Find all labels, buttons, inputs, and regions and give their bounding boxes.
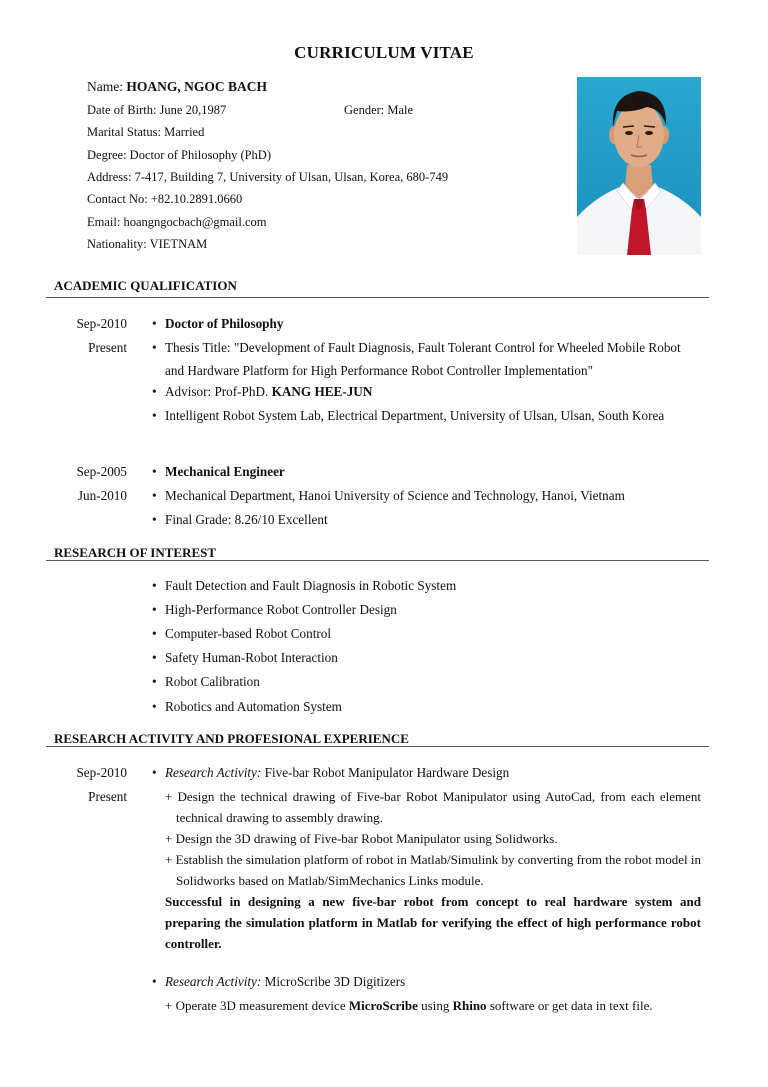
activity-1-line-3 <box>165 849 701 891</box>
academic-1-thesis: Thesis Title: "Development of Fault Diagnosis, Fault Tolerant Control for Wheeled Mobile Robot and Hardware Platform for High Performance Robot Controller Implementation" <box>165 340 681 378</box>
list-item <box>152 484 702 507</box>
list-item <box>152 598 702 621</box>
academic-2-date-from: Sep-2005 <box>76 464 127 479</box>
interest-item: Safety Human-Robot Interaction <box>165 650 338 665</box>
interest-item: Robot Calibration <box>165 674 260 689</box>
activity-1-line-2: + Design the 3D drawing of Five-bar Robot Manipulator using Solidworks. <box>165 831 558 846</box>
section-divider <box>46 560 709 561</box>
bullet-icon: • <box>152 765 157 780</box>
gender: Gender: Male <box>344 103 414 117</box>
document-title: CURRICULUM VITAE <box>294 43 474 62</box>
activity-2-line-1 <box>165 995 701 1016</box>
bullet-icon: • <box>152 512 157 527</box>
academic-1-lab: Intelligent Robot System Lab, Electrical Department, University of Ulsan, Ulsan, South Korea <box>165 408 665 423</box>
bullet-icon: • <box>152 974 157 989</box>
academic-1-date-from: Sep-2010 <box>76 316 127 331</box>
activity-1-line-3-text: + Establish the simulation platform of robot in Matlab/Simulink by converting from the robot model in Solidworks based on Matlab/SimMechanics Links module. <box>165 852 701 888</box>
activity-label: Research Activity: <box>165 765 262 780</box>
interest-item: Computer-based Robot Control <box>165 626 332 641</box>
bullet-icon: • <box>152 488 157 503</box>
activity-label: Research Activity: <box>165 974 262 989</box>
bullet-icon: • <box>152 384 157 399</box>
academic-2-date-to: Jun-2010 <box>77 488 127 503</box>
bullet-icon: • <box>152 699 157 714</box>
activity-2-text-pre: + Operate 3D measurement device <box>165 998 349 1013</box>
name-line <box>87 79 267 95</box>
activity-1-line-1-text: + Design the technical drawing of Five-bar Robot Manipulator using AutoCad, from each element technical drawing to assembly drawing. <box>165 789 701 825</box>
activity-2-device: MicroScribe <box>348 998 418 1013</box>
activity-1-result: Successful in designing a new five-bar robot from concept to real hardware system and preparing the simulation platform in Matlab for verifying the effect of high performance robot controller. <box>165 894 701 951</box>
section-heading-academic: ACADEMIC QUALIFICATION <box>54 278 237 293</box>
academic-1-degree: Doctor of Philosophy <box>165 316 284 331</box>
date-of-birth: Date of Birth: June 20,1987 <box>87 103 227 117</box>
experience-date-to: Present <box>88 789 127 804</box>
person-name: HOANG, NGOC BACH <box>126 79 268 94</box>
list-item <box>152 646 702 669</box>
section-divider <box>46 746 709 747</box>
marital-status: Marital Status: Married <box>87 125 205 139</box>
academic-1-date-to: Present <box>88 340 127 355</box>
advisor-name: KANG HEE-JUN <box>271 384 373 399</box>
degree: Degree: Doctor of Philosophy (PhD) <box>87 148 271 162</box>
email: Email: hoangngocbach@gmail.com <box>87 215 267 229</box>
profile-photo <box>577 77 701 255</box>
bullet-icon: • <box>152 408 157 423</box>
list-item <box>152 622 702 645</box>
portrait-image <box>577 77 701 255</box>
interest-item: Fault Detection and Fault Diagnosis in Robotic System <box>165 578 457 593</box>
bullet-icon: • <box>152 464 157 479</box>
bullet-icon: • <box>152 626 157 641</box>
section-heading-interest: RESEARCH OF INTEREST <box>54 545 217 560</box>
section-heading-experience: RESEARCH ACTIVITY AND PROFESIONAL EXPERIENCE <box>54 731 409 746</box>
academic-2-dept: Mechanical Department, Hanoi University of Science and Technology, Hanoi, Vietnam <box>165 488 625 503</box>
list-item <box>152 695 702 718</box>
address: Address: 7-417, Building 7, University of Ulsan, Ulsan, Korea, 680-749 <box>87 170 449 184</box>
list-item <box>152 312 702 335</box>
name-label: Name: <box>87 79 127 94</box>
list-item <box>152 574 702 597</box>
activity-2-title: MicroScribe 3D Digitizers <box>261 974 406 989</box>
list-item <box>152 380 702 403</box>
activity-1-heading <box>165 761 702 784</box>
academic-2-grade: Final Grade: 8.26/10 Excellent <box>165 512 328 527</box>
list-item <box>152 670 702 693</box>
contact-number: Contact No: +82.10.2891.0660 <box>87 192 243 206</box>
advisor-label: Advisor: Prof-PhD. <box>165 384 272 399</box>
academic-1-advisor-line <box>165 380 702 403</box>
interest-item: Robotics and Automation System <box>165 699 342 714</box>
list-item <box>152 404 702 427</box>
interest-item: High-Performance Robot Controller Design <box>165 602 397 617</box>
academic-2-degree: Mechanical Engineer <box>165 464 285 479</box>
list-item <box>152 761 702 784</box>
activity-2-text-mid: using <box>417 998 453 1013</box>
bullet-icon: • <box>152 316 157 331</box>
bullet-icon: • <box>152 602 157 617</box>
activity-2-software: Rhino <box>452 998 487 1013</box>
activity-2-text-post: software or get data in text file. <box>486 998 653 1013</box>
list-item <box>152 460 702 483</box>
bullet-icon: • <box>152 650 157 665</box>
list-item <box>152 970 702 993</box>
activity-2-heading <box>165 970 702 993</box>
list-item <box>152 508 702 531</box>
activity-1-title: Five-bar Robot Manipulator Hardware Design <box>261 765 510 780</box>
section-divider <box>46 297 709 298</box>
bullet-icon: • <box>152 578 157 593</box>
activity-1-line-1 <box>165 786 701 828</box>
nationality: Nationality: VIETNAM <box>87 237 208 251</box>
bullet-icon: • <box>152 340 157 355</box>
list-item <box>152 336 702 382</box>
experience-date-from: Sep-2010 <box>76 765 127 780</box>
bullet-icon: • <box>152 674 157 689</box>
